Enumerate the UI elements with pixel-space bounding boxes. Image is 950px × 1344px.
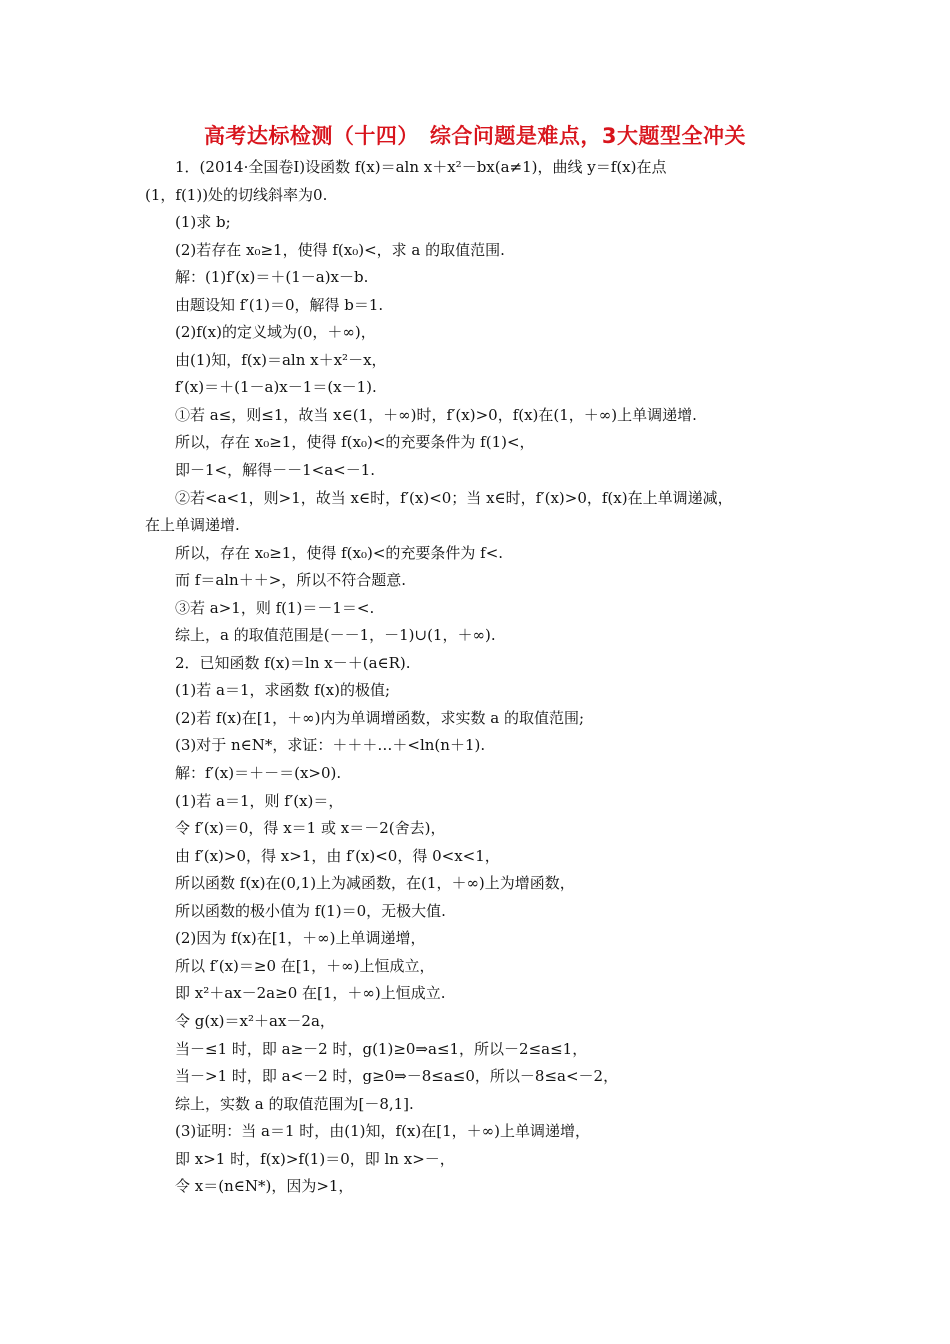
text-line: 由(1)知，f(x)＝aln x＋x²－x， <box>175 350 387 369</box>
text-line: (3)对于 n∈N*，求证：＋＋＋…＋<ln(n＋1). <box>175 736 486 755</box>
text-line: ①若 a≤，则≤1，故当 x∈(1，＋∞)时，f′(x)>0，f(x)在(1，＋∞)上单调递增. <box>175 405 697 424</box>
text-line: 解：(1)f′(x)＝＋(1－a)x－b. <box>175 268 369 287</box>
text-line: 令 x＝(n∈N*)，因为>1， <box>175 1177 354 1196</box>
text-line: (2)若存在 x₀≥1，使得 f(x₀)<，求 a 的取值范围. <box>175 240 505 259</box>
text-line: (1)求 b; <box>175 213 231 232</box>
text-line: 所以函数 f(x)在(0,1)上为减函数，在(1，＋∞)上为增函数， <box>175 874 575 893</box>
text-line: ②若<a<1，则>1，故当 x∈时，f′(x)<0；当 x∈时，f′(x)>0，f(x)在上单调递减， <box>175 488 733 507</box>
text-line: 令 f′(x)＝0，得 x＝1 或 x＝－2(舍去)， <box>175 819 446 838</box>
text-line: 当－≤1 时，即 a≥－2 时，g(1)≥0⇒a≤1，所以－2≤a≤1， <box>175 1039 588 1058</box>
text-line: 在上单调递增. <box>145 516 240 535</box>
text-line: 综上，a 的取值范围是(－－1，－1)∪(1，＋∞). <box>175 626 496 645</box>
text-line: (1)若 a＝1，求函数 f(x)的极值; <box>175 681 391 700</box>
text-line: 2．已知函数 f(x)＝ln x－＋(a∈R). <box>175 653 411 672</box>
page-title: 高考达标检测（十四） 综合问题是难点，3大题型全冲关 <box>203 124 747 148</box>
document-body <box>145 154 813 1201</box>
text-line: (2)因为 f(x)在[1，＋∞)上单调递增， <box>175 929 426 948</box>
text-line: 令 g(x)＝x²＋ax－2a， <box>175 1011 335 1030</box>
text-line: 由题设知 f′(1)＝0，解得 b＝1. <box>175 295 384 314</box>
text-line: 而 f＝aln＋＋>，所以不符合题意. <box>175 571 407 590</box>
text-line: 所以 f′(x)＝≥0 在[1，＋∞)上恒成立， <box>175 956 435 975</box>
text-line: (2)若 f(x)在[1，＋∞)内为单调增函数，求实数 a 的取值范围; <box>175 708 585 727</box>
text-line: 即－1<，解得－－1<a<－1. <box>175 461 376 480</box>
text-line: (1)若 a＝1，则 f′(x)＝， <box>175 791 344 810</box>
text-line: 1．(2014·全国卷Ⅰ)设函数 f(x)＝aln x＋x²－bx(a≠1)，曲线 y＝f(x)在点 <box>175 158 667 176</box>
text-line: (3)证明：当 a＝1 时，由(1)知，f(x)在[1，＋∞)上单调递增， <box>175 1122 590 1141</box>
text-line: 综上，实数 a 的取值范围为[－8,1]. <box>175 1094 414 1113</box>
text-line: 由 f′(x)>0，得 x>1，由 f′(x)<0，得 0<x<1， <box>175 846 500 865</box>
text-line: (1，f(1))处的切线斜率为0. <box>145 185 328 204</box>
text-line: 解：f′(x)＝＋－＝(x>0). <box>175 764 342 783</box>
text-line: ③若 a>1，则 f(1)＝－1＝<. <box>175 598 375 617</box>
text-line: 即 x²＋ax－2a≥0 在[1，＋∞)上恒成立. <box>175 984 446 1003</box>
text-line: 当－>1 时，即 a<－2 时，g≥0⇒－8≤a≤0，所以－8≤a<－2， <box>175 1067 619 1086</box>
text-line: (2)f(x)的定义域为(0，＋∞)， <box>175 323 376 342</box>
text-line: 所以，存在 x₀≥1，使得 f(x₀)<的充要条件为 f<. <box>175 543 504 562</box>
text-line: f′(x)＝＋(1－a)x－1＝(x－1). <box>175 378 377 397</box>
text-line: 所以函数的极小值为 f(1)＝0，无极大值. <box>175 901 446 920</box>
text-line: 即 x>1 时，f(x)>f(1)＝0，即 ln x>－， <box>175 1149 455 1168</box>
text-line: 所以，存在 x₀≥1，使得 f(x₀)<的充要条件为 f(1)<， <box>175 433 535 452</box>
